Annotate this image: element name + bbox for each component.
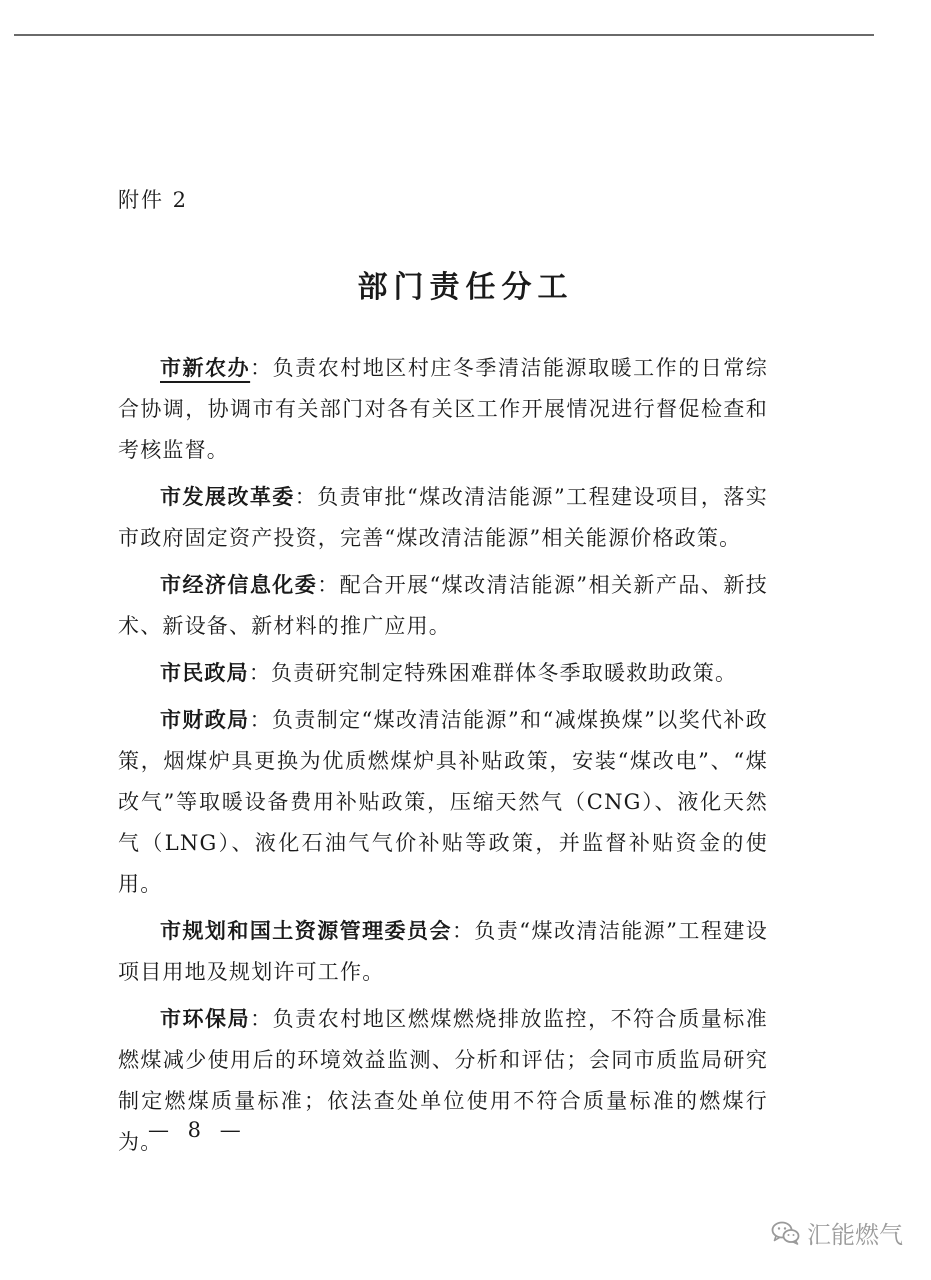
- department-name: 市发展改革委: [160, 485, 295, 509]
- responsibility-text: ：负责审批“煤改清洁能源”工程建设项目，落实市政府固定资产投资，完善“煤改清洁能源”相关能源价格政策。: [118, 485, 769, 550]
- document-body: [118, 348, 768, 1163]
- paragraph: [118, 565, 768, 647]
- department-name: 市环保局: [160, 1007, 251, 1031]
- responsibility-text: ：配合开展“煤改清洁能源”相关新产品、新技术、新设备、新材料的推广应用。: [118, 573, 769, 638]
- paragraph: [118, 911, 768, 993]
- department-name: 市规划和国土资源管理委员会: [160, 919, 452, 943]
- department-name: 市新农办: [160, 356, 251, 380]
- top-rule: [14, 34, 874, 36]
- attachment-label: 附件 2: [118, 188, 189, 212]
- responsibility-text: ：负责“煤改清洁能源”工程建设项目用地及规划许可工作。: [118, 919, 768, 984]
- watermark-text: 汇能燃气: [807, 1221, 903, 1249]
- page-number: — 8 —: [148, 1118, 247, 1142]
- department-name: 市民政局: [160, 661, 249, 685]
- paragraph: [118, 477, 768, 559]
- paragraph: [118, 700, 768, 905]
- page-title: 部门责任分工: [357, 270, 574, 305]
- responsibility-text: ：负责农村地区村庄冬季清洁能源取暖工作的日常综合协调，协调市有关部门对各有关区工作开展情况进行督促检查和考核监督。: [118, 356, 768, 462]
- responsibility-text: ：负责农村地区燃煤燃烧排放监控，不符合质量标准燃煤减少使用后的环境效益监测、分析和评估；会同市质监局研究制定燃煤质量标准；依法查处单位使用不符合质量标准的燃煤行为。: [118, 1007, 768, 1154]
- watermark: [771, 1215, 903, 1250]
- responsibility-text: ：负责制定“煤改清洁能源”和“减煤换煤”以奖代补政策，烟煤炉具更换为优质燃煤炉具补贴政策，安装“煤改电”、“煤改气”等取暖设备费用补贴政策，压缩天然气（CNG）、液化天然气（LNG）、液化石油气气价补贴等政策，并监督补贴资金的使用。: [118, 708, 768, 896]
- paragraph: [118, 653, 768, 694]
- department-name: 市经济信息化委: [160, 573, 318, 597]
- responsibility-text: ：负责研究制定特殊困难群体冬季取暖救助政策。: [248, 661, 738, 685]
- department-name: 市财政局: [160, 708, 250, 732]
- paragraph: [118, 348, 768, 471]
- wechat-icon: [771, 1220, 801, 1246]
